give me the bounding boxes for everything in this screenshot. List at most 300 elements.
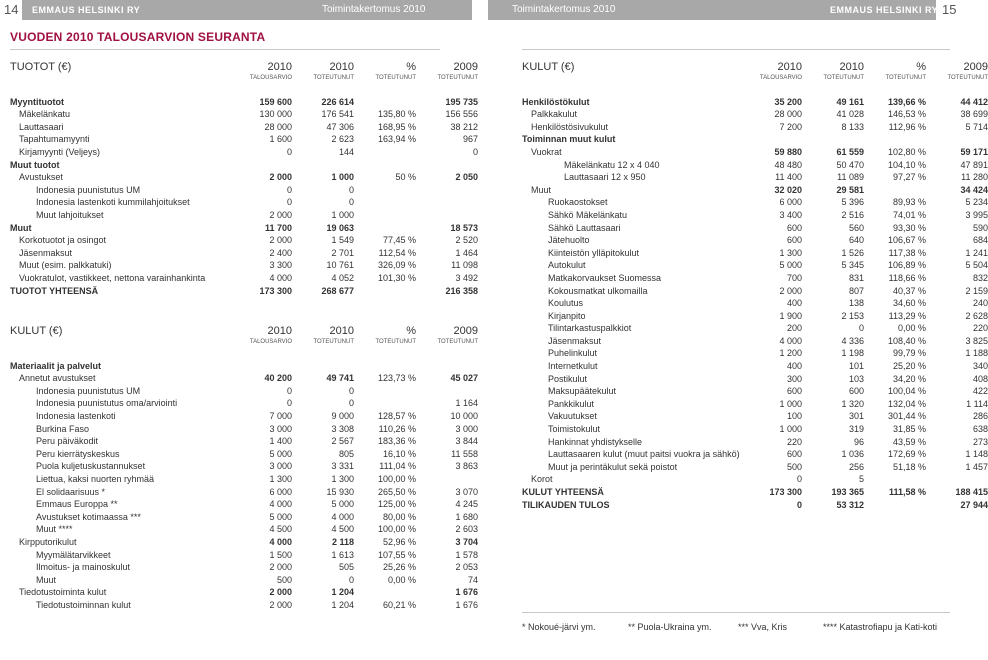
column-subheader: TOTEUTUNUT	[885, 75, 926, 81]
table-row	[522, 398, 988, 411]
row-value: 47 891	[960, 159, 988, 170]
row-value: 106,67 %	[887, 235, 926, 246]
row-value	[354, 146, 416, 159]
column-subheader: TOTEUTUNUT	[823, 75, 864, 81]
row-label: Tapahtumamyynti	[19, 134, 90, 145]
row-value	[354, 385, 416, 398]
table-row	[522, 234, 988, 247]
row-value	[416, 159, 478, 172]
row-value	[354, 586, 416, 599]
table-row	[522, 473, 988, 486]
row-value: 3 863	[455, 461, 478, 472]
table-row	[10, 108, 478, 121]
row-value: 3 070	[455, 486, 478, 497]
row-value: 132,04 %	[887, 398, 926, 409]
row-value: 113,29 %	[888, 310, 926, 321]
row-value: 32 020	[774, 184, 802, 195]
row-value: 2 118	[331, 536, 354, 547]
row-value: 11 558	[451, 448, 478, 459]
row-value: 967	[462, 134, 478, 145]
row-value: 1 900	[779, 310, 802, 321]
table-row	[522, 159, 988, 172]
row-label: Muut lahjoitukset	[36, 209, 104, 220]
table-row	[10, 121, 478, 134]
row-value	[926, 133, 988, 146]
row-value: 600	[786, 235, 802, 246]
row-label: Liettua, kaksi nuorten ryhmää	[36, 473, 155, 484]
row-label: Toimistokulut	[548, 424, 601, 435]
table-row	[522, 322, 988, 335]
row-value: 600	[848, 386, 864, 397]
row-value: 111,58 %	[888, 487, 926, 497]
table-row	[522, 347, 988, 360]
row-value: 5	[858, 474, 864, 485]
table-row	[10, 385, 478, 398]
row-value	[416, 385, 478, 398]
table-row	[10, 272, 478, 285]
row-value: 700	[786, 272, 802, 283]
row-value: 193 365	[831, 487, 864, 497]
row-value: 100	[786, 411, 802, 422]
table-row	[522, 96, 988, 109]
row-value: 51,18 %	[892, 461, 926, 472]
column-year: 2009	[453, 325, 478, 337]
tuotot-grid	[10, 61, 478, 297]
row-value: 29 581	[836, 184, 864, 195]
table-row	[10, 586, 478, 599]
table-row	[522, 259, 988, 272]
row-label: Kirjanpito	[548, 310, 586, 321]
row-value: 1 164	[455, 398, 478, 409]
row-label: Internetkulut	[548, 361, 598, 372]
row-value: 805	[338, 448, 354, 459]
table-row	[10, 285, 478, 298]
row-value: 2 000	[269, 587, 292, 598]
row-value: 1 600	[269, 134, 292, 145]
row-value: 0	[348, 398, 354, 409]
row-value	[354, 285, 416, 298]
row-value: 2 000	[779, 285, 802, 296]
row-label: Avustukset kotimaassa ***	[36, 511, 141, 522]
row-label: Sähkö Lauttasaari	[548, 222, 621, 233]
table-row	[522, 121, 988, 134]
row-value: 1 676	[455, 587, 478, 598]
row-value: 216 358	[445, 285, 478, 296]
row-value: 19 063	[326, 222, 354, 233]
row-value: 41 028	[836, 109, 864, 120]
row-value: 301,44 %	[887, 411, 926, 422]
row-value: 265,50 %	[377, 486, 416, 497]
row-value: 176 541	[321, 109, 354, 120]
row-value: 103	[848, 373, 864, 384]
row-value: 28 000	[774, 109, 802, 120]
row-value: 11 700	[264, 222, 292, 233]
row-value: 139,66 %	[887, 96, 926, 107]
row-value	[354, 222, 416, 235]
table-row	[10, 574, 478, 587]
row-value: 183,36 %	[377, 436, 416, 447]
row-value: 40 200	[264, 373, 292, 384]
row-value: 172,69 %	[887, 449, 926, 460]
row-value: 1 500	[269, 549, 292, 560]
row-value: 6 000	[779, 197, 802, 208]
row-label: Peru päiväkodit	[36, 436, 99, 447]
row-value: 240	[972, 298, 988, 309]
row-value: 4 000	[269, 499, 292, 510]
row-value: 195 735	[445, 96, 478, 107]
row-value: 6 000	[269, 486, 292, 497]
row-label: Indonesia puunistutus UM	[36, 385, 141, 396]
table-row	[522, 222, 988, 235]
column-year: 2010	[329, 61, 354, 73]
row-value: 118,66 %	[888, 272, 926, 283]
row-value: 159 600	[259, 96, 292, 107]
table-row	[10, 146, 478, 159]
row-value: 144	[338, 146, 354, 157]
table-row	[10, 435, 478, 448]
row-value: 600	[786, 386, 802, 397]
row-value	[292, 360, 354, 373]
table-row	[522, 448, 988, 461]
row-value	[292, 159, 354, 172]
row-value: 80,00 %	[382, 511, 416, 522]
row-value: 2 567	[331, 436, 354, 447]
row-value: 99,79 %	[892, 348, 926, 359]
table-row	[10, 536, 478, 549]
row-value: 35 200	[774, 96, 802, 107]
row-label: Korkotuotot ja osingot	[19, 235, 107, 246]
row-label: Muut	[531, 184, 552, 195]
row-value: 45 027	[450, 373, 478, 384]
table-row	[10, 259, 478, 272]
row-value: 100,00 %	[377, 473, 416, 484]
row-value	[354, 196, 416, 209]
footnote-4: **** Katastrofiapu ja Kati-koti	[823, 622, 938, 632]
row-value: 1 680	[455, 511, 478, 522]
row-label: Tiedotustoiminta kulut	[19, 587, 107, 598]
row-value: 256	[848, 461, 864, 472]
column-subheader: TOTEUTUNUT	[437, 75, 478, 81]
row-label: Kirpputorikulut	[19, 536, 77, 547]
row-value: 100,00 %	[377, 524, 416, 535]
row-value	[354, 209, 416, 222]
row-value: 138	[848, 298, 864, 309]
row-value: 89,93 %	[892, 197, 926, 208]
row-value: 101,30 %	[377, 272, 416, 283]
row-label: Indonesia puunistutus oma/arviointi	[36, 398, 178, 409]
row-value: 50 470	[836, 159, 864, 170]
row-value: 1 241	[965, 247, 988, 258]
row-value: 1 204	[331, 587, 354, 598]
row-value: 3 331	[331, 461, 354, 472]
spacer-row	[522, 83, 988, 96]
row-value: 0	[286, 184, 292, 195]
kulut-right-table	[522, 61, 988, 511]
table-row	[522, 247, 988, 260]
row-value: 38 212	[450, 121, 478, 132]
row-value: 200	[786, 323, 802, 334]
row-value: 173 300	[259, 285, 292, 296]
table-row	[10, 448, 478, 461]
table-row	[10, 133, 478, 146]
row-value	[802, 133, 864, 146]
row-value: 1 300	[269, 473, 292, 484]
column-year: 2010	[267, 325, 292, 337]
row-value: 108,40 %	[887, 335, 926, 346]
row-value: 1 400	[269, 436, 292, 447]
row-label: Muut	[36, 574, 57, 585]
row-label: Emmaus Europpa **	[36, 499, 118, 510]
table-row	[522, 133, 988, 146]
table-row	[10, 397, 478, 410]
row-label: Autokulut	[548, 260, 586, 271]
column-year: 2010	[267, 61, 292, 73]
row-value: 1 000	[779, 398, 802, 409]
row-value: 104,10 %	[887, 159, 926, 170]
row-value: 301	[848, 411, 864, 422]
table-row	[10, 209, 478, 222]
table-row	[10, 184, 478, 197]
row-value: 61 559	[836, 146, 864, 157]
row-label: Annetut avustukset	[19, 373, 96, 384]
row-value: 28 000	[264, 121, 292, 132]
row-value: 8 133	[841, 121, 864, 132]
row-value: 77,45 %	[382, 235, 416, 246]
row-value: 1 000	[331, 209, 354, 220]
row-value: 807	[848, 285, 864, 296]
row-value: 590	[972, 222, 988, 233]
column-subheader: TOTEUTUNUT	[313, 339, 354, 345]
column-subheader: TALOUSARVIO	[249, 339, 292, 345]
row-value: 50 %	[395, 172, 416, 183]
row-value: 638	[972, 424, 988, 435]
table-row	[10, 473, 478, 486]
row-value: 123,73 %	[377, 373, 416, 384]
row-label: Indonesia puunistutus UM	[36, 184, 141, 195]
footnote-divider	[522, 612, 950, 613]
row-value: 1 676	[455, 599, 478, 610]
row-label: Lauttasaari 12 x 950	[564, 172, 646, 183]
footnote-1: * Nokoué-järvi ym.	[522, 622, 596, 632]
row-value: 117,38 %	[888, 247, 926, 258]
row-label: Lauttasaari	[19, 121, 64, 132]
row-label: Henkilöstösivukulut	[531, 121, 609, 132]
row-value: 2 000	[269, 599, 292, 610]
row-value	[354, 360, 416, 373]
row-value: 500	[276, 574, 292, 585]
row-value	[354, 397, 416, 410]
row-value: 1 148	[965, 449, 988, 460]
row-label: Puola kuljetuskustannukset	[36, 461, 146, 472]
row-value: 1 457	[965, 461, 988, 472]
page-header	[0, 0, 960, 20]
row-value: 2 516	[841, 209, 864, 220]
column-subheader: TALOUSARVIO	[759, 75, 802, 81]
row-value: 5 714	[965, 121, 988, 132]
row-value: 1 300	[331, 473, 354, 484]
row-value: 600	[786, 449, 802, 460]
row-value: 4 500	[331, 524, 354, 535]
row-value: 408	[972, 373, 988, 384]
row-label: TUOTOT YHTEENSÄ	[10, 285, 99, 296]
row-value: 74	[467, 574, 478, 585]
table-row	[10, 486, 478, 499]
row-value: 38 699	[960, 109, 988, 120]
row-value: 5 504	[965, 260, 988, 271]
row-value: 684	[972, 235, 988, 246]
column-subheader-row	[522, 74, 988, 83]
row-label: Ruokaostokset	[548, 197, 608, 208]
row-label: Sähkö Mäkelänkatu	[548, 209, 628, 220]
row-value: 107,55 %	[377, 549, 416, 560]
row-value: 4 000	[331, 511, 354, 522]
row-value	[354, 159, 416, 172]
row-value: 34,60 %	[892, 298, 926, 309]
row-value	[416, 209, 478, 222]
row-value: 110,26 %	[378, 423, 416, 434]
row-value: 125,00 %	[377, 499, 416, 510]
row-value: 273	[972, 436, 988, 447]
row-value: 34 424	[960, 184, 988, 195]
column-year: 2010	[839, 61, 864, 73]
row-label: Muut	[10, 222, 32, 233]
row-label: Jäsenmaksut	[19, 247, 73, 258]
row-value: 600	[786, 222, 802, 233]
row-value: 1 320	[841, 398, 864, 409]
row-label: KULUT YHTEENSÄ	[522, 487, 604, 497]
row-value: 44 412	[960, 96, 988, 107]
section-heading: KULUT (€)	[10, 325, 63, 337]
row-label: Materiaalit ja palvelut	[10, 360, 102, 371]
table-row	[10, 234, 478, 247]
row-value: 4 000	[779, 335, 802, 346]
row-value	[864, 133, 926, 146]
row-value: 15 930	[326, 486, 354, 497]
row-value: 2 000	[269, 562, 292, 573]
row-value: 2 701	[331, 247, 354, 258]
table-row	[522, 285, 988, 298]
row-label: Muut ****	[36, 524, 73, 535]
row-value: 4 500	[269, 524, 292, 535]
row-value: 112,96 %	[888, 121, 926, 132]
row-value: 25,26 %	[382, 562, 416, 573]
row-value: 1 578	[455, 549, 478, 560]
row-value: 3 400	[779, 209, 802, 220]
row-value: 0	[286, 398, 292, 409]
row-value: 300	[786, 373, 802, 384]
row-value: 560	[848, 222, 864, 233]
row-value	[230, 360, 292, 373]
row-label: Pankkikulut	[548, 398, 595, 409]
row-value: 0	[348, 385, 354, 396]
column-year: 2009	[453, 61, 478, 73]
left-org-name: EMMAUS HELSINKI RY	[32, 5, 141, 15]
row-value: 4 052	[331, 272, 354, 283]
row-value: 1 200	[779, 348, 802, 359]
row-value: 173 300	[769, 487, 802, 497]
table-row	[10, 498, 478, 511]
row-value	[230, 159, 292, 172]
row-value: 1 613	[331, 549, 354, 560]
row-value: 5 000	[269, 511, 292, 522]
row-label: Vakuutukset	[548, 411, 597, 422]
row-label: Maksupäätekulut	[548, 386, 617, 397]
row-value: 3 844	[455, 436, 478, 447]
row-value: 3 000	[455, 423, 478, 434]
table-row	[522, 360, 988, 373]
row-value: 34,20 %	[892, 373, 926, 384]
row-label: Matkakorvaukset Suomessa	[548, 272, 662, 283]
row-value: 40,37 %	[892, 285, 926, 296]
table-row	[522, 108, 988, 121]
row-value	[416, 473, 478, 486]
table-row	[10, 599, 478, 612]
column-subheader-row	[10, 338, 478, 347]
row-value: 2 159	[965, 285, 988, 296]
row-value: 2 520	[455, 235, 478, 246]
row-value: 47 306	[326, 121, 354, 132]
table-row	[10, 171, 478, 184]
table-row	[10, 372, 478, 385]
divider	[522, 49, 950, 50]
row-value: 5 345	[841, 260, 864, 271]
table-row	[522, 461, 988, 474]
table-row	[522, 209, 988, 222]
row-value: 97,27 %	[892, 172, 926, 183]
row-value: 2 000	[269, 235, 292, 246]
row-value: 400	[786, 298, 802, 309]
row-value: 220	[786, 436, 802, 447]
row-value: 1 000	[779, 424, 802, 435]
table-row	[522, 385, 988, 398]
row-value	[416, 360, 478, 373]
row-value: 400	[786, 361, 802, 372]
row-value: 1 300	[779, 247, 802, 258]
row-label: Muut tuotot	[10, 159, 60, 170]
row-value: 11 280	[961, 172, 988, 183]
row-label: Hankinnat yhdistykselle	[548, 436, 643, 447]
right-org-name: EMMAUS HELSINKI RY	[830, 5, 939, 15]
table-row	[522, 423, 988, 436]
row-value: 505	[338, 562, 354, 573]
table-row	[522, 486, 988, 499]
row-value: 3 995	[965, 209, 988, 220]
row-value: 0	[286, 197, 292, 208]
column-header-row	[522, 61, 988, 74]
table-row	[522, 171, 988, 184]
row-label: Avustukset	[19, 172, 63, 183]
row-label: Henkilöstökulut	[522, 96, 590, 107]
row-value: 0	[348, 197, 354, 208]
table-row	[10, 523, 478, 536]
column-year: %	[406, 325, 416, 337]
row-value: 640	[848, 235, 864, 246]
row-label: Jätehuolto	[548, 235, 590, 246]
table-row	[10, 159, 478, 172]
row-value: 4 336	[841, 335, 864, 346]
row-value: 2 153	[841, 310, 864, 321]
column-subheader: TOTEUTUNUT	[313, 75, 354, 81]
table-row	[10, 561, 478, 574]
row-value: 0	[858, 323, 864, 334]
row-label: Palkkakulut	[531, 109, 578, 120]
row-value: 59 880	[774, 146, 802, 157]
row-value: 831	[848, 272, 864, 283]
table-row	[522, 499, 988, 512]
row-value: 1 000	[331, 172, 354, 183]
column-subheader: TOTEUTUNUT	[947, 75, 988, 81]
row-value: 286	[972, 411, 988, 422]
